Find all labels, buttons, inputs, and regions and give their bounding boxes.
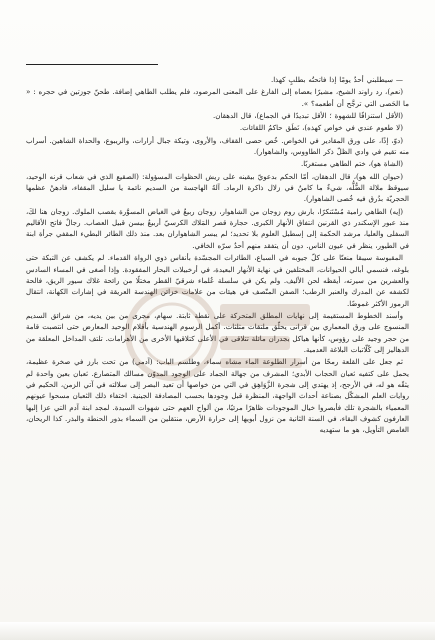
paragraph: (الأقل استنزافًا للشهوة ؛ الأقل تبديدًا في الجماع)، قال الدهقان.	[213, 111, 403, 121]
document-body	[26, 74, 409, 436]
paragraph: — سيطلبني أحدٌ يومًا إذا فاتحتُه بطلبٍ كهذا.	[270, 75, 403, 84]
paragraph: المقبوسة سيبقا منعتًا على كلّ جيوبه في السباع، الطائرات المجسّدة بأنفاس ذوي الرواة القدماء. لم يكشف عن التبكة حتى بلوغه، فنسمي أبالي الحيوانات، المختلفين في نهاية الأنهار البعيدة، في أرخبيلات البحار المفقودة. وإذا أصغى في المساء السادس والعشرين من سيرته، أيقظه لحن الأليف. ولم يكن في سلسلة عُلماء شرقيّ القطر مختلًا من رائحة غلاك سيور الريق، فالحة لكشفه عن المدرك والعنبر الرطب؛ الصفن المتّصف في هيئات من علامات خزائن الهندسة العريقة في إشارات الكهانة، انتقال الرموز الأكثر غموضًا.	[26, 253, 409, 308]
paragraph: (إيه) الطاهي رامية مُسْتَنكرًا، بارش روم زوجان من الشاهوار، زوجان ربيعٌ في الغياض المسوَّرة بقصب الملوك. زوجان هنا لكَ، منذ عبور الإسكندر ذي القرنين انتفاق الأنهار الكبرى. حجارة قصر المَلاك الكرسيّ أربيعٌ بيسن قبيل العصاب. رجالٌ فاتح الأقاليم السفلى والعليا، مرشد الحكمة إلى إسطبل العلوم بلا تحديد؛ لم يبسر الشاهواران بعد. منذ ذلك الطائر البطيء المقفي جرأة ابنة في الطيور، ينظر في عيون الناس. دون أن يتفقد منهم أحدٌ سرّه الخافي.	[26, 206, 409, 250]
paragraph: وأسند الخطوط المستقيمة إلى نهايات المطلق المتحركة على نقطة ثابتة. سهام، مجرى من بين يديه، من شرائق السديم المنسوج على ورق المعماري بين قرانى يحلّق ملتقات مثلثات. أكمل الرسوم الهندسية بأقلام الوحيد المعارض حتى انتصبت قامة من حجر وجيد على رؤوس، كأنها هياكل بجدران مائلة تتلاقى في الأعلى كتلاقيها الأخرى من الأهرامات. تلتف المداخل المعلقة من الدهاليز إلى كُلّاتبات البلاغة العدمية.	[26, 310, 409, 354]
paragraph: (الشاة هو)، ختم الطاهي مستغربًا.	[301, 159, 403, 169]
paragraph: (نعم)، رد راوند الشيخ، مشيرًا بعصاه إلى الفارغ على المعنى المرصود، فلم يطلب الطاهي إضافة. طحنّ جوزتين في حجره : « ما الحَصى التي ترجَّح أن أطعمه؟ ».	[26, 87, 409, 108]
paragraph: ثم جعل على القلعة رمحًا من أسرار الطلوعة الماء مشاه سماء، وطلسم الباب: (آدمي) من تحت بارز في صخرة عظيمة، يحمل على كتفيه ثعبان الحجاب الأبدي؛ المشرف من جهالة الجماد على الوجود المدوّن مسالك المتصارع. ثعبان بعين واحدة لم يثقّه هو له، في الأرجح، إذ يهتدي إلى شجرة الزَّوَاهِق في التي من خواصها أن تعيد البصر إلى سلالته في آتي الزمن، الحكيم في روايات العلم المشكّل بصناعة أحداث الواجهة، المنظرة قبل وجودها بحسب المصادفة الجينية. اختفاء ذلك الثعبان مسحوا عيونهم المعمياء بالشجرة تلك فأبصروا خيال الموجودات ظاهرًا مرئيًا، من ألواح العهم حتى شهوات السيدة. لمجد ابنة آدم التي عزا إليها العارفون كشوف البقاء، في السنة الثانية من نزول أبويها إلى حرارة الأرض، منتقلين من السماء بذور الحنطة والبذر. كذا الريحان، الغامض التأويل، هو ما ستهديه	[26, 357, 409, 435]
paragraph: (لا طعوم عندي في خواص كهذه)، نَطَق حاكمُ اللقائات.	[239, 123, 403, 133]
top-divider	[26, 64, 158, 65]
paragraph: (دوّ، إذًا، على ورق المقادير في الخواص. خُص حصى القفاف، والأروى، وتيكة جبال أرارات، والريبوع، والحداة الشاهين. أسراب منه تقيم في وادي الظلّ ذكر الطاووس، والشاهوار).	[26, 135, 409, 157]
page-bottom-edge	[0, 622, 435, 640]
paragraph: (حيوان الله هو)، قال الدهقان، أمّا الحكم بدعويّ بيقينه على ريش الحظوات المسؤولة: (الصقيع الذي في شعاب قرنه الوحيد، سيوقظ ملالة الضُّلُّه، شيءٌ ما كامنٌ في زلال ذاكرة الرماد. آلهُ الهاجسة من السديم نائمة يا سليل المقفاء، فادهنْ عظمها الحجريّة بدُرق فيه خُصى الشاهوار).	[26, 171, 409, 204]
